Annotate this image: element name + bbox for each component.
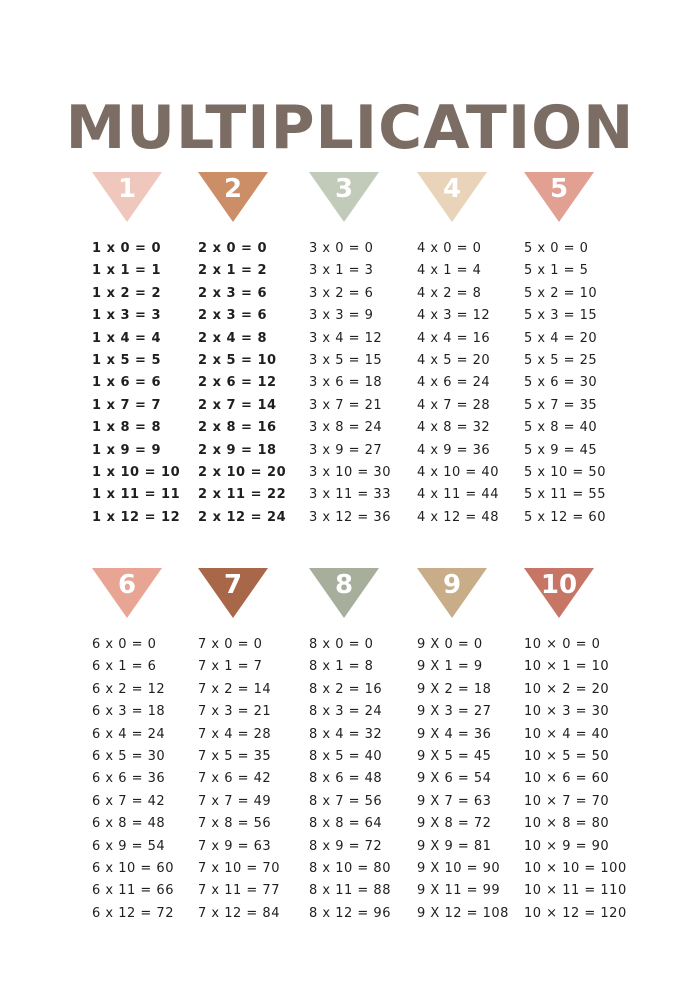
fact-row: 4 x 0 = 0	[417, 241, 482, 256]
table-badge	[417, 172, 487, 222]
fact-row: 3 x 11 = 33	[309, 487, 391, 503]
fact-row: 7 x 3 = 21	[198, 704, 272, 720]
fact-row: 5 x 12 = 60	[524, 509, 606, 525]
table-number: 6	[117, 570, 137, 600]
fact-row: 6 x 10 = 60	[92, 860, 174, 876]
fact-row: 2 x 3 = 6	[198, 285, 268, 301]
fact-row: 4 x 11 = 44	[417, 487, 499, 503]
fact-row: 9 X 8 = 72	[417, 816, 492, 832]
fact-row: 2 x 3 = 6	[198, 308, 268, 324]
fact-row: 6 x 1 = 6	[92, 659, 157, 675]
fact-row: 10 × 3 = 30	[524, 704, 610, 720]
fact-row: 10 × 12 = 120	[524, 905, 627, 921]
fact-row: 8 x 6 = 48	[309, 771, 383, 787]
fact-row: 6 x 7 = 42	[92, 793, 166, 809]
fact-row: 8 x 12 = 96	[309, 905, 391, 921]
fact-row: 5 x 4 = 20	[524, 330, 598, 346]
facts-list	[524, 634, 634, 925]
facts-list	[198, 634, 308, 925]
fact-row: 2 x 9 = 18	[198, 442, 277, 458]
table-badge	[524, 172, 594, 222]
fact-row: 3 x 6 = 18	[309, 375, 383, 391]
fact-row: 3 x 1 = 3	[309, 263, 374, 279]
fact-row: 8 x 2 = 16	[309, 681, 383, 697]
fact-row: 1 x 5 = 5	[92, 352, 162, 368]
fact-row: 1 x 3 = 3	[92, 308, 162, 324]
fact-row: 3 x 7 = 21	[309, 397, 383, 413]
fact-row: 7 x 10 = 70	[198, 860, 280, 876]
fact-row: 8 x 3 = 24	[309, 704, 383, 720]
fact-row: 7 x 8 = 56	[198, 816, 272, 832]
fact-row: 2 x 8 = 16	[198, 420, 277, 436]
fact-row: 8 x 1 = 8	[309, 659, 374, 675]
fact-row: 3 x 10 = 30	[309, 464, 391, 480]
fact-row: 9 X 7 = 63	[417, 793, 492, 809]
table-number: 8	[334, 570, 354, 600]
fact-row: 5 x 0 = 0	[524, 241, 589, 256]
table-number: 9	[442, 570, 462, 600]
fact-row: 10 × 2 = 20	[524, 681, 610, 697]
fact-row: 5 x 5 = 25	[524, 352, 598, 368]
fact-row: 2 x 5 = 10	[198, 352, 277, 368]
fact-row: 1 x 8 = 8	[92, 420, 162, 436]
fact-row: 2 x 4 = 8	[198, 330, 268, 346]
fact-row: 5 x 11 = 55	[524, 487, 606, 503]
table-badge	[92, 172, 162, 222]
fact-row: 6 x 8 = 48	[92, 816, 166, 832]
fact-row: 10 × 1 = 10	[524, 659, 610, 675]
fact-row: 9 X 3 = 27	[417, 704, 492, 720]
fact-row: 7 x 7 = 49	[198, 793, 272, 809]
table-number: 10	[540, 570, 578, 600]
fact-row: 6 x 3 = 18	[92, 704, 166, 720]
fact-row: 8 x 0 = 0	[309, 637, 374, 652]
fact-row: 1 x 4 = 4	[92, 330, 162, 346]
fact-row: 7 x 2 = 14	[198, 681, 272, 697]
fact-row: 2 x 11 = 22	[198, 487, 287, 503]
fact-row: 2 x 1 = 2	[198, 263, 268, 279]
fact-row: 10 × 7 = 70	[524, 793, 610, 809]
fact-row: 2 x 0 = 0	[198, 241, 268, 256]
fact-row: 6 x 2 = 12	[92, 681, 166, 697]
fact-row: 10 × 11 = 110	[524, 883, 627, 899]
fact-row: 3 x 9 = 27	[309, 442, 383, 458]
fact-row: 4 x 10 = 40	[417, 464, 499, 480]
table-number: 4	[442, 174, 462, 204]
fact-row: 9 X 11 = 99	[417, 883, 501, 899]
fact-row: 8 x 4 = 32	[309, 726, 383, 742]
fact-row: 5 x 6 = 30	[524, 375, 598, 391]
facts-list	[417, 238, 527, 529]
fact-row: 4 x 7 = 28	[417, 397, 491, 413]
fact-row: 9 X 6 = 54	[417, 771, 492, 787]
fact-row: 3 x 12 = 36	[309, 509, 391, 525]
fact-row: 5 x 8 = 40	[524, 420, 598, 436]
fact-row: 7 x 12 = 84	[198, 905, 280, 921]
table-number: 1	[117, 174, 137, 204]
fact-row: 3 x 0 = 0	[309, 241, 374, 256]
fact-row: 3 x 2 = 6	[309, 285, 374, 301]
fact-row: 1 x 10 = 10	[92, 464, 181, 480]
fact-row: 5 x 1 = 5	[524, 263, 589, 279]
fact-row: 9 X 9 = 81	[417, 838, 492, 854]
fact-row: 4 x 9 = 36	[417, 442, 491, 458]
fact-row: 4 x 4 = 16	[417, 330, 491, 346]
facts-list	[198, 238, 308, 529]
fact-row: 10 × 5 = 50	[524, 748, 610, 764]
fact-row: 7 x 0 = 0	[198, 637, 263, 652]
fact-row: 2 x 10 = 20	[198, 464, 287, 480]
fact-row: 5 x 3 = 15	[524, 308, 598, 324]
fact-row: 2 x 7 = 14	[198, 397, 277, 413]
facts-list	[92, 634, 202, 925]
fact-row: 7 x 11 = 77	[198, 883, 280, 899]
fact-row: 9 X 2 = 18	[417, 681, 492, 697]
fact-row: 10 × 6 = 60	[524, 771, 610, 787]
fact-row: 8 x 8 = 64	[309, 816, 383, 832]
fact-row: 9 X 0 = 0	[417, 637, 483, 652]
fact-row: 4 x 3 = 12	[417, 308, 491, 324]
fact-row: 7 x 6 = 42	[198, 771, 272, 787]
fact-row: 9 X 1 = 9	[417, 659, 483, 675]
fact-row: 1 x 0 = 0	[92, 241, 162, 256]
fact-row: 3 x 8 = 24	[309, 420, 383, 436]
fact-row: 5 x 10 = 50	[524, 464, 606, 480]
fact-row: 1 x 9 = 9	[92, 442, 162, 458]
table-number: 5	[549, 174, 569, 204]
fact-row: 6 x 12 = 72	[92, 905, 174, 921]
facts-list	[309, 634, 419, 925]
fact-row: 1 x 11 = 11	[92, 487, 181, 503]
table-badge	[524, 568, 594, 618]
fact-row: 6 x 9 = 54	[92, 838, 166, 854]
fact-row: 1 x 6 = 6	[92, 375, 162, 391]
table-badge	[309, 568, 379, 618]
table-number: 3	[334, 174, 354, 204]
table-number: 7	[223, 570, 243, 600]
fact-row: 3 x 4 = 12	[309, 330, 383, 346]
fact-row: 9 X 4 = 36	[417, 726, 492, 742]
fact-row: 7 x 5 = 35	[198, 748, 272, 764]
facts-list	[92, 238, 202, 529]
fact-row: 5 x 9 = 45	[524, 442, 598, 458]
fact-row: 4 x 12 = 48	[417, 509, 499, 525]
fact-row: 10 × 4 = 40	[524, 726, 610, 742]
facts-list	[309, 238, 419, 529]
fact-row: 1 x 1 = 1	[92, 263, 162, 279]
fact-row: 2 x 12 = 24	[198, 509, 287, 525]
fact-row: 4 x 1 = 4	[417, 263, 482, 279]
fact-row: 9 X 12 = 108	[417, 905, 509, 921]
table-badge	[198, 172, 268, 222]
page-title: MULTIPLICATION	[65, 93, 635, 164]
table-badge	[417, 568, 487, 618]
fact-row: 3 x 3 = 9	[309, 308, 374, 324]
fact-row: 8 x 10 = 80	[309, 860, 391, 876]
facts-list	[417, 634, 527, 925]
fact-row: 6 x 0 = 0	[92, 637, 157, 652]
fact-row: 4 x 6 = 24	[417, 375, 491, 391]
fact-row: 2 x 6 = 12	[198, 375, 277, 391]
fact-row: 9 X 10 = 90	[417, 860, 501, 876]
fact-row: 1 x 12 = 12	[92, 509, 181, 525]
fact-row: 7 x 1 = 7	[198, 659, 263, 675]
fact-row: 1 x 7 = 7	[92, 397, 162, 413]
fact-row: 8 x 7 = 56	[309, 793, 383, 809]
fact-row: 10 × 8 = 80	[524, 816, 610, 832]
fact-row: 7 x 9 = 63	[198, 838, 272, 854]
fact-row: 6 x 5 = 30	[92, 748, 166, 764]
fact-row: 5 x 2 = 10	[524, 285, 598, 301]
fact-row: 8 x 11 = 88	[309, 883, 391, 899]
fact-row: 6 x 11 = 66	[92, 883, 174, 899]
fact-row: 8 x 5 = 40	[309, 748, 383, 764]
fact-row: 6 x 4 = 24	[92, 726, 166, 742]
fact-row: 5 x 7 = 35	[524, 397, 598, 413]
table-number: 2	[223, 174, 243, 204]
fact-row: 3 x 5 = 15	[309, 352, 383, 368]
table-badge	[198, 568, 268, 618]
table-badge	[92, 568, 162, 618]
fact-row: 4 x 8 = 32	[417, 420, 491, 436]
fact-row: 10 × 9 = 90	[524, 838, 610, 854]
fact-row: 9 X 5 = 45	[417, 748, 492, 764]
fact-row: 7 x 4 = 28	[198, 726, 272, 742]
facts-list	[524, 238, 634, 529]
fact-row: 4 x 2 = 8	[417, 285, 482, 301]
fact-row: 10 × 0 = 0	[524, 637, 601, 652]
table-badge	[309, 172, 379, 222]
fact-row: 8 x 9 = 72	[309, 838, 383, 854]
fact-row: 4 x 5 = 20	[417, 352, 491, 368]
fact-row: 1 x 2 = 2	[92, 285, 162, 301]
fact-row: 6 x 6 = 36	[92, 771, 166, 787]
fact-row: 10 × 10 = 100	[524, 860, 627, 876]
